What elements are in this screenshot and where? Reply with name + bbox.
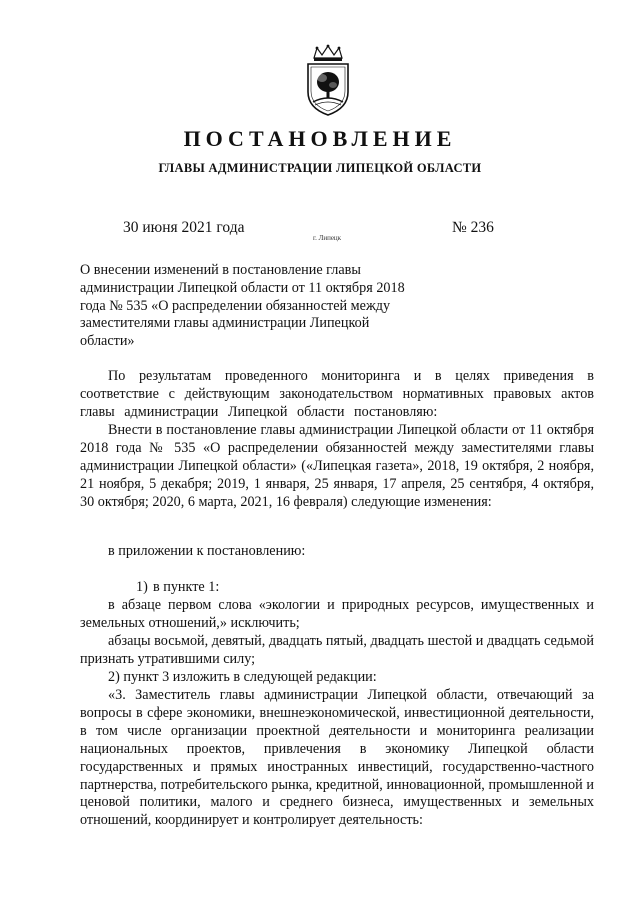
heading-line: администрации Липецкой области от 11 октября 2018	[80, 279, 405, 296]
list-item-number: 1)	[136, 579, 148, 595]
body-paragraph-item2-text	[80, 687, 594, 830]
document-title: ПОСТАНОВЛЕНИЕ	[183, 126, 457, 151]
paragraph-text: По результатам проведенного мониторинга и в целях приведения в соответствие с действующим законодательством нормативных правовых актов главы администрации Липецкой области постановляю:	[80, 368, 594, 420]
body-paragraph-item2	[80, 669, 594, 687]
heading-line: О внесении изменений в постановление главы	[80, 262, 361, 278]
body-paragraph-amendments	[80, 422, 594, 512]
lipetsk-coat-of-arms-icon	[302, 44, 354, 118]
document-date: 30 июня 2021 года	[123, 219, 245, 236]
body-paragraph-appendix	[80, 543, 594, 561]
heading-line: области»	[80, 333, 135, 350]
heading-line: года № 535 «О распределении обязанностей между	[80, 297, 391, 314]
paragraph-text: Внести в постановление главы администрации Липецкой области от 11 октября 2018 года № 535 «О распределении обязанностей между заместителями главы администрации Липецкой области» («Липецкая газета», 2018, 19 октября, 2 ноября, 21 ноября, 5 декабря; 2019, 1 января, 25 января, 17 апреля, 25 сентября, 4 октября, 30 октября; 2020, 6 марта, 2021, 16 февраля) следующие изменения:	[80, 422, 594, 510]
document-subtitle: ГЛАВЫ АДМИНИСТРАЦИИ ЛИПЕЦКОЙ ОБЛАСТИ	[158, 161, 482, 175]
body-paragraph-item1b	[80, 633, 594, 669]
list-item-text: в пункте 1:	[153, 579, 220, 595]
paragraph-text: «3. Заместитель главы администрации Липецкой области, отвечающий за вопросы в сфере экономики, внешнеэкономической, инвестиционной деятельности, в том числе организации проектной деятельности и мониторинга реализации национальных проектов, привлечения в экономику Липецкой области государственных и прямых иностранных инвестиций, государственно-частного партнерства, потребительского рынка, кредитной, инновационной, промышленной и ценовой политики, малого и среднего бизнеса, имущественных и земельных отношений, координирует и контролирует деятельность:	[80, 687, 594, 829]
heading-line: заместителями главы администрации Липецкой	[80, 315, 370, 332]
body-list-item-1	[80, 579, 594, 597]
paragraph-text: 2) пункт 3 изложить в следующей редакции:	[108, 669, 377, 685]
body-paragraph-item1a	[80, 597, 594, 633]
body-paragraph-preamble	[80, 368, 594, 422]
paragraph-text: в абзаце первом слова «экологии и природных ресурсов, имущественных и земельных отношений,» исключить;	[80, 597, 594, 631]
paragraph-text: абзацы восьмой, девятый, двадцать пятый, двадцать шестой и двадцать седьмой признать утратившими силу;	[80, 633, 594, 667]
document-heading	[80, 262, 440, 351]
document-city: г. Липецк	[313, 234, 342, 242]
document-number: № 236	[452, 219, 494, 236]
paragraph-text: в приложении к постановлению:	[108, 543, 306, 559]
